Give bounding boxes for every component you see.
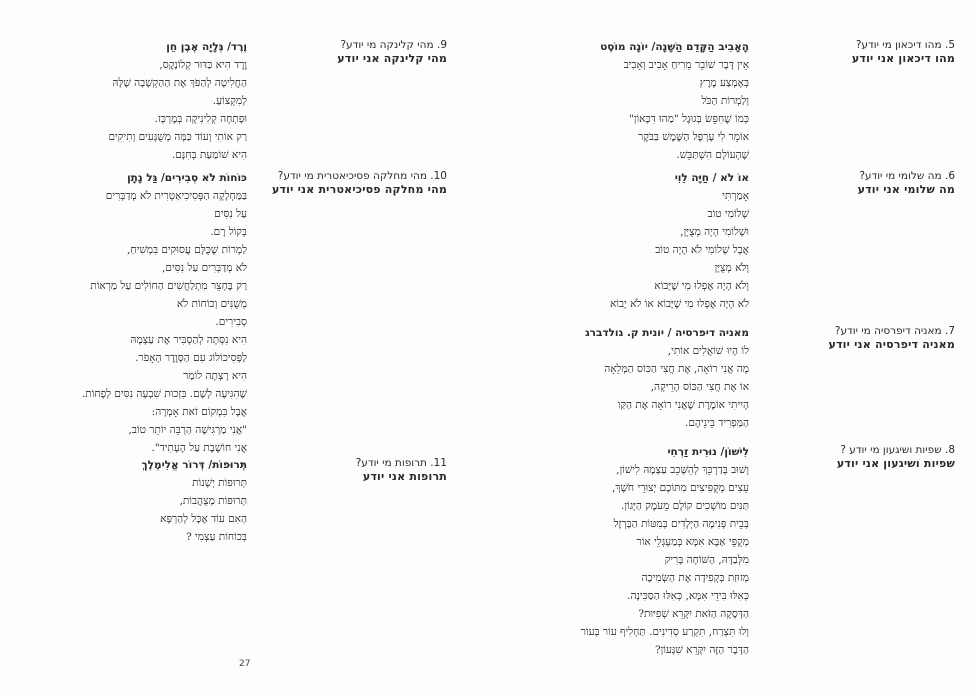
section-question: 11. תרופות מי יודע? bbox=[355, 457, 447, 469]
section-10-poem bbox=[22, 169, 247, 457]
poem-line: אֲבָל שְׁלוֹמִי לֹא הָיָה טוֹב bbox=[655, 244, 749, 256]
section-question: 7. מאניה דיפרסיה מי יודע? bbox=[834, 325, 955, 337]
poem-line: כְּאִלּוּ בִּידֵי אִמָּא, כְּאִלּוּ הַסַּכִּינָה. bbox=[627, 590, 749, 602]
section-6-poem bbox=[479, 169, 749, 313]
poem-line: לַפְּסִיכוֹלוֹג עִם הַסְּוֶדֶר הָאָפֹר. bbox=[135, 352, 247, 364]
poem-title: לִישׁוֹן/ נוּרִית זַרְחִי bbox=[667, 446, 749, 458]
poem-line: שֶׁהָעוֹלָם הִשְׁתַּבֵּשׁ. bbox=[676, 149, 749, 161]
poem-line: הַחֲלִיטָה לְהַפֹּךְ אֶת הַהַקְשָׁבָה שֶׁלָּהּ bbox=[112, 77, 247, 89]
section-7-heading bbox=[775, 324, 955, 352]
poem-title: אוֹ לֹא / חַיָּה לֵוִי bbox=[674, 172, 749, 184]
poem-line: תְּרוּפוֹת יְשָׁנוֹת bbox=[192, 477, 247, 489]
poem-line: הָיִיתִי אוֹמֶרֶת שֶׁאֲנִי רוֹאָה אֶת הַקַּו bbox=[617, 399, 749, 411]
poem-line: וְשׁוּב בְּדַרְכֵּךְ לְהֵשָּׁכֵב עַצְמָהּ לִישׁוֹן, bbox=[616, 464, 749, 476]
section-11-poem bbox=[47, 456, 247, 546]
poem-line: לוֹ הָיוּ שׁוֹאֲלִים אוֹתִי, bbox=[667, 345, 749, 357]
poem-line: מִלְּבַדָּהּ, הַשּׁוֹחָה בָּרִיק bbox=[664, 554, 749, 566]
poem-line: בְּכוֹחוֹת עַצְמִי ? bbox=[186, 531, 247, 543]
section-question: 9. מהי קלינקה מי יודע? bbox=[340, 39, 447, 51]
section-9-heading bbox=[257, 38, 447, 66]
poem-line: הִיא נִסְּתָה לְהַסְבִּיר אֶת עַצְמָהּ bbox=[130, 334, 247, 346]
poem-line: רַק בֶּחָצֵר מִתְלַחֲשִׁים הַחוֹלִים עַל מַרְאוֹת bbox=[90, 280, 247, 292]
poem-line: לְמִקְצוֹעַ. bbox=[212, 95, 247, 107]
section-11-heading bbox=[257, 456, 447, 484]
section-8-heading bbox=[775, 443, 955, 471]
poem-line: וְלֹא הָיָה אֶפְלוּ מִי שֶׁיָּבוֹא bbox=[654, 280, 749, 292]
poem-title: כּוֹחוֹת לֹא סְבִירִים/ גַּל נָתָן bbox=[127, 172, 247, 184]
poem-line: תַּנִּים מוֹשְׁכִים קוֹלָם מֵעֹמֶק הַיָּגוֹן. bbox=[621, 500, 749, 512]
section-5-heading bbox=[775, 38, 955, 66]
page-number: 27 bbox=[239, 659, 251, 669]
poem-line: אֵין דָּבָר שׁוֹבֵר מֵרִיחַ אָבִיב וְאָבִיב bbox=[623, 59, 749, 71]
poem-line: שֶׁהִגִּיעָה לְשָׁם. בִּזְכוּת שִׁבְעָה נִסִּים לְפָחוֹת. bbox=[81, 388, 247, 400]
poem-line: הַדְּסָקָה הַזֹּאת יִקָּרֵא שְׁפִיּוּת? bbox=[638, 608, 749, 620]
poem-line: וְלַמְרוֹת הַכֹּל bbox=[701, 95, 749, 107]
poem-line: בְּקוֹל רָם. bbox=[210, 226, 247, 238]
poem-line: הִיא שׁוֹמַעַת בְּחִנָּם. bbox=[171, 149, 247, 161]
section-10-heading bbox=[247, 169, 447, 197]
poem-line: וּפָתְחָה קְלִינִיקָה בְּמֶרְכָּז. bbox=[154, 113, 247, 125]
poem-line: עֵצִים מְקֻפִּיצִים מִתּוֹכָם יְצוּרֵי חֹשֶׁךְ, bbox=[612, 482, 749, 494]
poem-title: תְּרוּפוֹת/ דְּרוֹר אֱלִימֶלֶךְ bbox=[141, 459, 247, 471]
poem-line: וְלֹא מְצֻיָּן bbox=[714, 262, 749, 274]
poem-title: וֶרֶד/ גְּלָיָה אֶבֶן חֵן bbox=[166, 41, 247, 53]
poem-line: תְּרוּפוֹת מְצֻהֲבוֹת, bbox=[179, 495, 247, 507]
poem-title: הָאָבִיב הַקָּדֵם הַשָּׁנָה/ יוֹנָה מוֹסֶט bbox=[600, 41, 749, 53]
section-question: 8. שפיות ושיגעון מי יודע ? bbox=[840, 444, 955, 456]
poem-line: אֲנִי חוֹשֶׁבֶת עַל הֶעָתִיד". bbox=[151, 442, 247, 454]
section-9-poem bbox=[47, 38, 247, 164]
poem-line: רַק אוֹתִי וְעוֹד כַּמָּה מְשֻׁגָּעִים וְתִיקִים bbox=[108, 131, 247, 143]
poem-line: מְקֻפֵּי אַבָּא אִמָּא בְּמַעְגְּלֵי אוֹר bbox=[636, 536, 749, 548]
section-answer: מה שלומי אני יודע bbox=[857, 183, 955, 196]
poem-line: הַאִם עוֹד אֶכָּל לְהַרְפָּא bbox=[160, 513, 247, 525]
section-answer: מהי מחלקה פסיכיאטרית אני יודע bbox=[271, 183, 447, 196]
poem-line: אוֹ אֶת חֲצִי הַכּוֹס הָרֵיקָה, bbox=[650, 381, 749, 393]
poem-line: שְׁלוֹמִי טוֹב bbox=[707, 208, 749, 220]
poem-line: מְשֻׁנִּים וְכוֹחוֹת לֹא bbox=[176, 298, 247, 310]
poem-line: אוֹמֵר לִי עָרְפֶּל הַשֶּׁמֶשׁ בַּבֹּקֶר bbox=[638, 131, 749, 143]
poem-line: עַל נִסִּים bbox=[214, 208, 247, 220]
poem-line: בְּבֵית פְּנִימָה הַיְּלָדִים בְּמִטּוֹת הַבַּרְזֶל bbox=[613, 518, 749, 530]
poem-line: "אֲנִי מַרְגִּישָׁה הַרְבֵּה יוֹתֵר טוֹב, bbox=[128, 424, 247, 436]
poem-line: אֲבָל בִּמְקוֹם זֹאת אָמְרָה: bbox=[151, 406, 247, 418]
poem-line: הַמַּפְרִיד בֵּינֵיהֶם. bbox=[685, 417, 749, 429]
poem-line: מְזוּזַת בְּקְפִידָה אֶת הַשְּׂמִיכָה bbox=[641, 572, 749, 584]
section-question: 10. מהי מחלקה פסיכיאטרית מי יודע? bbox=[277, 170, 447, 182]
poem-line: בְּאֶמְצַע מֶרֶץ bbox=[699, 77, 749, 89]
section-8-poem bbox=[469, 443, 749, 659]
poem-line: וֶרֶד הִיא כַּדּוּר קְלוֹנָקֶס, bbox=[159, 59, 247, 71]
section-answer: מהו דיכאון אני יודע bbox=[851, 52, 955, 65]
poem-line: לֹא מְדַבְּרִים עַל נִסִּים, bbox=[162, 262, 247, 274]
section-5-poem bbox=[489, 38, 749, 164]
section-7-poem bbox=[479, 324, 749, 432]
poem-line: הַדָּבָר הַזֶּה יִקָּרֵא שִׁגָּעוֹן? bbox=[655, 644, 749, 656]
poem-line: מָה אֲנִי רוֹאָה, אֶת חֲצִי הַכּוֹס הַמְּלֵאָה bbox=[604, 363, 749, 375]
poem-line: וְלוּ תִּצְרַח, תִּקְרַע סְדִינִים. תַּחְלִיף עוֹר בְּעוֹר bbox=[580, 626, 749, 638]
poem-line: בַּמַּחְלָקָה הַפְּסִיכִיאַטְרִית לֹא מְדַבְּרִים bbox=[105, 190, 247, 202]
section-answer: מהי קלינקה אני יודע bbox=[337, 52, 447, 65]
section-answer: שפיות ושיגעון אני יודע bbox=[836, 457, 955, 470]
section-6-heading bbox=[775, 169, 955, 197]
section-answer: תרופות אני יודע bbox=[362, 470, 447, 483]
poem-line: כְּמוֹ שֶׁחִפֵּשׂ בְּגוּגֶל "מַהוּ דִּכָּאוֹן" bbox=[628, 113, 749, 125]
poem-title: מאניה דיפרסיה / יונית ק. גולדברג bbox=[584, 327, 749, 339]
section-question: 6. מה שלומי מי יודע? bbox=[859, 170, 955, 182]
poem-line: אָמַרְתִּי bbox=[722, 190, 749, 202]
poem-line: לֹא הָיָה אֶפְלוּ מִי שֶׁיָּבוֹא אוֹ לֹא יָבוֹא bbox=[609, 298, 749, 310]
section-answer: מאניה דיפרסיה אני יודע bbox=[828, 338, 955, 351]
poem-line: וּשְׁלוֹמִי הָיָה מְצֻיָּן, bbox=[680, 226, 749, 238]
poem-line: סְבִירִים. bbox=[215, 316, 247, 328]
poem-line: הִיא רָצְתָה לוֹמַר bbox=[183, 370, 247, 382]
poem-line: לַמְרוֹת שֶׁכֻּלָּם עֲסוּקִים בִּמְשִׁיחַ, bbox=[127, 244, 247, 256]
section-question: 5. מהו דיכאון מי יודע? bbox=[855, 39, 955, 51]
